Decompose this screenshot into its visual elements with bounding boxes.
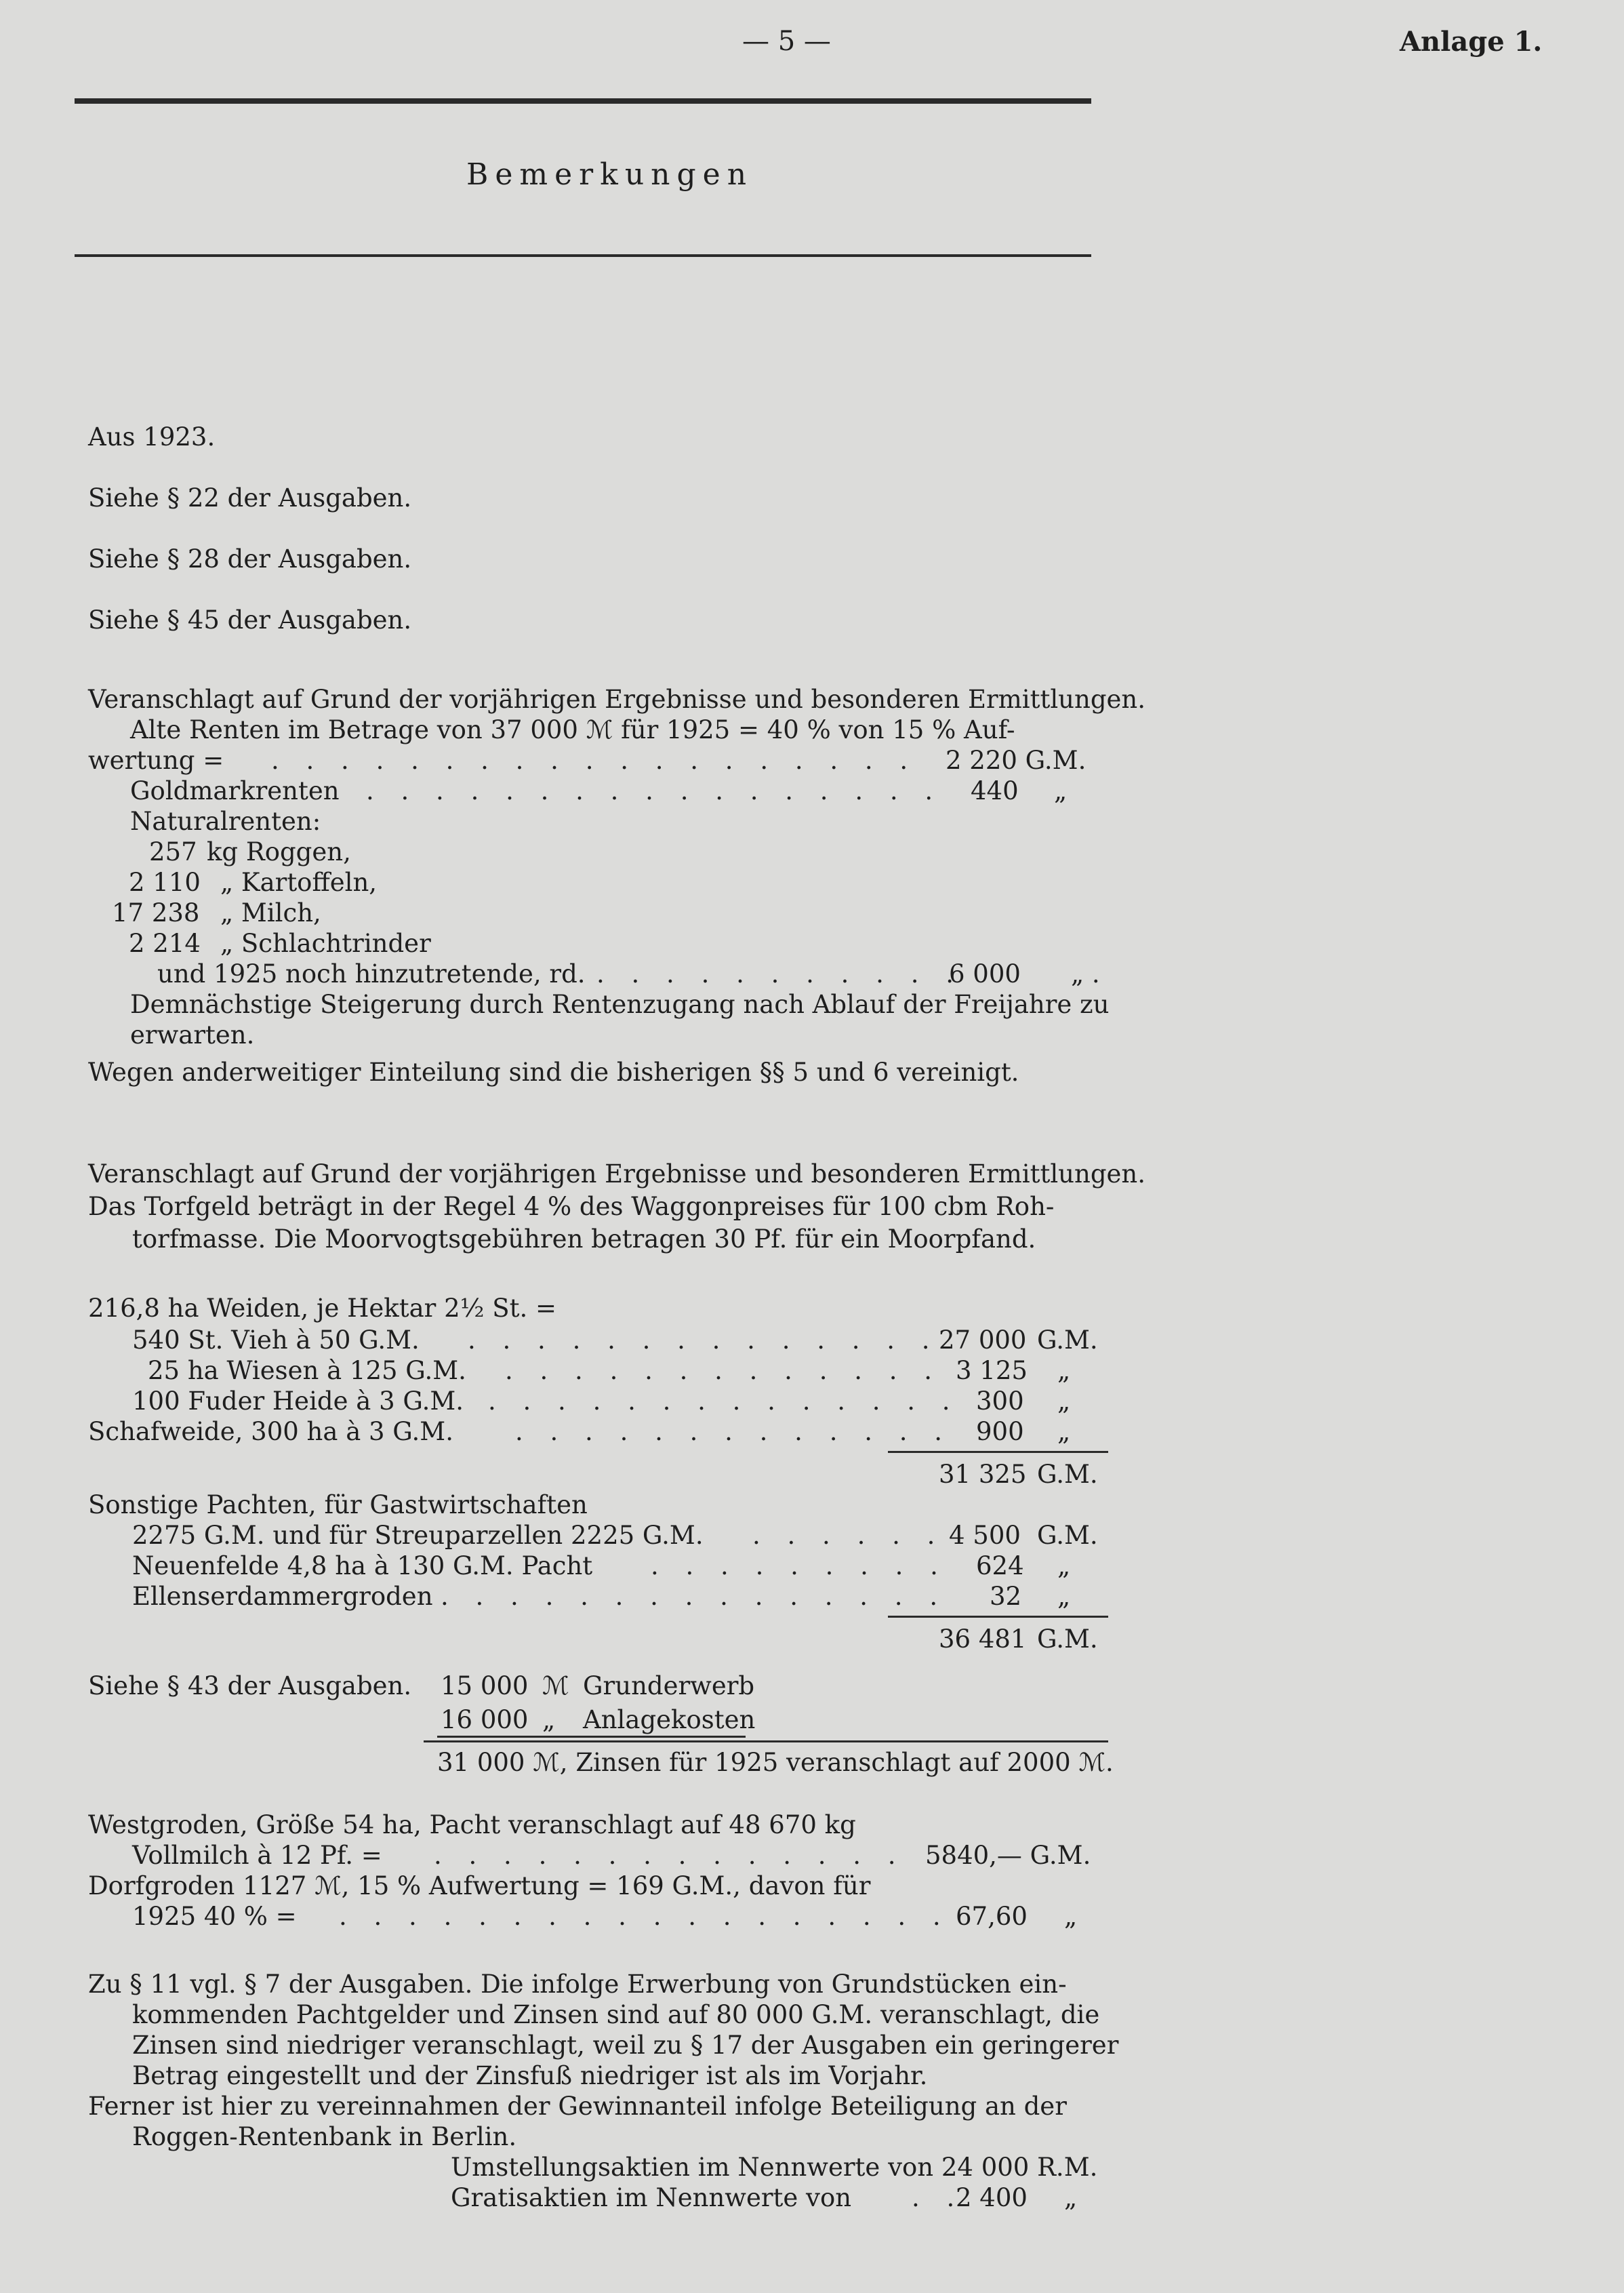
s3-row-2-label: 25 ha Wiesen à 125 G.M.	[148, 1356, 466, 1385]
s3-row-3-dots: . . . . . . . . . . . . . .	[488, 1387, 960, 1416]
s3-row-4-unit: „	[1057, 1417, 1071, 1446]
s1-line-4-dots: . . . . . . . . . . . . . . . . .	[366, 776, 943, 805]
s3-line-1: 216,8 ha Weiden, je Hektar 2½ St. =	[88, 1294, 557, 1323]
s3-row-3-label: 100 Fuder Heide à 3 G.M.	[132, 1387, 464, 1416]
s3-line-6: Sonstige Pachten, für Gastwirtschaften	[88, 1490, 588, 1519]
s3-row-4-dots: . . . . . . . . . . . . .	[515, 1417, 952, 1446]
s1-line-10-label: und 1925 noch hinzutretende, rd.	[157, 959, 586, 989]
s1-line-4-label: Goldmarkrenten	[130, 776, 340, 805]
s2-line-3: torfmasse. Die Moorvogtsgebühren betragen 30 Pf. für ein Moorpfand.	[132, 1224, 1036, 1254]
page-number: — 5 —	[742, 26, 831, 57]
s3-sum-line-2	[888, 1616, 1108, 1618]
s3-sum-1-value: 31 325	[939, 1460, 1027, 1489]
s6-line-6: Roggen-Rentenbank in Berlin.	[132, 2122, 517, 2151]
s2-line-1: Veranschlagt auf Grund der vorjährigen Ergebnisse und besonderen Ermittlungen.	[88, 1159, 1145, 1189]
nat-4-qty: 2 214	[129, 929, 201, 958]
s3-row-3-unit: „	[1057, 1387, 1071, 1416]
note-1: Aus 1923.	[88, 422, 216, 452]
note-2: Siehe § 22 der Ausgaben.	[88, 483, 412, 513]
s3-row-5-unit: G.M.	[1037, 1521, 1098, 1550]
annex-label: Anlage 1.	[1400, 26, 1543, 58]
s6-line-8-value: 2 400	[956, 2183, 1028, 2212]
s3-row-2-dots: . . . . . . . . . . . . .	[505, 1356, 942, 1385]
s5-line-3: Dorfgroden 1127 ℳ, 15 % Aufwertung = 169 G.M., davon für	[88, 1871, 871, 1900]
s5-line-2-dots: . . . . . . . . . . . . . .	[434, 1841, 906, 1870]
s1-line-2: Alte Renten im Betrage von 37 000 ℳ für 1925 = 40 % von 15 % Auf-	[130, 715, 1015, 744]
s6-line-7: Umstellungsaktien im Nennwerte von 24 000 R.M.	[451, 2153, 1098, 2182]
s3-row-1-dots: . . . . . . . . . . . . . .	[468, 1325, 939, 1355]
s3-row-6-unit: „	[1057, 1551, 1071, 1580]
s3-row-7-dots: . . . . . . . . . . . . . . .	[441, 1582, 948, 1611]
s4-total: 31 000 ℳ, Zinsen für 1925 veranschlagt auf 2000 ℳ.	[437, 1748, 1114, 1777]
s3-sum-2-unit: G.M.	[1037, 1624, 1098, 1654]
section-title: Bemerkungen	[466, 157, 754, 192]
s3-row-6-value: 624	[976, 1551, 1024, 1580]
s1-line-10-value: 6 000	[949, 959, 1021, 989]
nat-2-qty: 2 110	[129, 868, 201, 897]
title-rule	[75, 254, 1091, 257]
s4-sum-line	[424, 1740, 1108, 1742]
s4-b-label: Anlagekosten	[583, 1705, 756, 1734]
s6-line-1: Zu § 11 vgl. § 7 der Ausgaben. Die infolge Erwerbung von Grundstücken ein-	[88, 1970, 1067, 1999]
s3-sum-1-unit: G.M.	[1037, 1460, 1098, 1489]
s6-line-5: Ferner ist hier zu vereinnahmen der Gewinnanteil infolge Beteiligung an der	[88, 2092, 1067, 2121]
nat-4-item: „ Schlachtrinder	[220, 929, 431, 958]
s4-a-value: 15 000	[441, 1671, 529, 1700]
s3-sum-line-1	[888, 1451, 1108, 1453]
s3-sum-2-value: 36 481	[939, 1624, 1027, 1654]
s3-row-1-value: 27 000	[939, 1325, 1027, 1355]
s3-row-2-unit: „	[1057, 1356, 1071, 1385]
s4-b-unit: „	[542, 1705, 556, 1734]
s3-row-1-unit: G.M.	[1037, 1325, 1098, 1355]
s5-line-4-dots: . . . . . . . . . . . . . . . . . .	[339, 1902, 950, 1931]
s6-line-4: Betrag eingestellt und der Zinsfuß niedriger ist als im Vorjahr.	[132, 2061, 928, 2090]
s5-line-4-label: 1925 40 % =	[132, 1902, 297, 1931]
top-rule	[75, 98, 1091, 104]
s3-row-2-value: 3 125	[956, 1356, 1028, 1385]
s6-line-8-dots: . .	[912, 2183, 965, 2212]
s1-line-1: Veranschlagt auf Grund der vorjährigen Ergebnisse und besonderen Ermittlungen.	[88, 685, 1145, 714]
s3-row-4-label: Schafweide, 300 ha à 3 G.M.	[88, 1417, 453, 1446]
s5-line-1: Westgroden, Größe 54 ha, Pacht veranschlagt auf 48 670 kg	[88, 1810, 856, 1839]
s4-underline-b	[437, 1736, 746, 1738]
s4-a-label: Grunderwerb	[583, 1671, 755, 1700]
s1-line-10-unit: „ .	[1071, 959, 1100, 989]
s3-row-1-label: 540 St. Vieh à 50 G.M.	[132, 1325, 420, 1355]
s1-line-10-dots: . . . . . . . . . . .	[596, 959, 963, 989]
s3-row-7-unit: „	[1057, 1582, 1071, 1611]
s3-row-6-label: Neuenfelde 4,8 ha à 130 G.M. Pacht	[132, 1551, 593, 1580]
s4-a-unit: ℳ	[542, 1671, 569, 1700]
s5-line-4-unit: „	[1064, 1902, 1078, 1931]
s2-line-2: Das Torfgeld beträgt in der Regel 4 % des Waggonpreises für 100 cbm Roh-	[88, 1192, 1055, 1221]
s3-row-5-label: 2275 G.M. und für Streuparzellen 2225 G.M.	[132, 1521, 704, 1550]
s3-row-7-value: 32	[990, 1582, 1022, 1611]
note-4: Siehe § 45 der Ausgaben.	[88, 605, 412, 635]
s6-line-3: Zinsen sind niedriger veranschlagt, weil zu § 17 der Ausgaben ein geringerer	[132, 2031, 1119, 2060]
s1-line-11: Demnächstige Steigerung durch Rentenzugang nach Ablauf der Freijahre zu	[130, 990, 1110, 1019]
s1-line-4-value: 440	[971, 776, 1019, 805]
s4-b-value: 16 000	[441, 1705, 529, 1734]
s1-line-4-unit: „	[1054, 776, 1068, 805]
s5-line-2-label: Vollmilch à 12 Pf. =	[132, 1841, 382, 1870]
s6-line-8-unit: „	[1064, 2183, 1078, 2212]
s6-line-8-label: Gratisaktien im Nennwerte von	[451, 2183, 852, 2212]
nat-1-item: kg Roggen,	[207, 837, 351, 866]
s6-line-2: kommenden Pachtgelder und Zinsen sind auf 80 000 G.M. veranschlagt, die	[132, 2000, 1100, 2029]
s3-row-5-value: 4 500	[949, 1521, 1021, 1550]
s1-line-3-value: 2 220 G.M.	[946, 746, 1087, 775]
s3-row-4-value: 900	[976, 1417, 1024, 1446]
s5-line-4-value: 67,60	[956, 1902, 1028, 1931]
note-3: Siehe § 28 der Ausgaben.	[88, 544, 412, 574]
nat-1-qty: 257	[149, 837, 197, 866]
s3-row-3-value: 300	[976, 1387, 1024, 1416]
s3-row-5-dots: . . . . . .	[752, 1521, 945, 1550]
s1-line-12: erwarten.	[130, 1020, 255, 1050]
s3-row-7-label: Ellenserdammergroden	[132, 1582, 433, 1611]
s1-line-13: Wegen anderweitiger Einteilung sind die bisherigen §§ 5 und 6 vereinigt.	[88, 1058, 1019, 1087]
nat-3-item: „ Milch,	[220, 898, 321, 928]
s1-line-3-dots: . . . . . . . . . . . . . . . . . . .	[271, 746, 918, 775]
s3-row-6-dots: . . . . . . . . .	[651, 1551, 948, 1580]
s1-line-3-label: wertung =	[88, 746, 224, 775]
nat-2-item: „ Kartoffeln,	[220, 868, 378, 897]
s5-line-2-value: 5840,— G.M.	[925, 1841, 1091, 1870]
s1-line-5: Naturalrenten:	[130, 807, 321, 836]
nat-3-qty: 17 238	[112, 898, 200, 928]
s4-lead: Siehe § 43 der Ausgaben.	[88, 1671, 412, 1700]
